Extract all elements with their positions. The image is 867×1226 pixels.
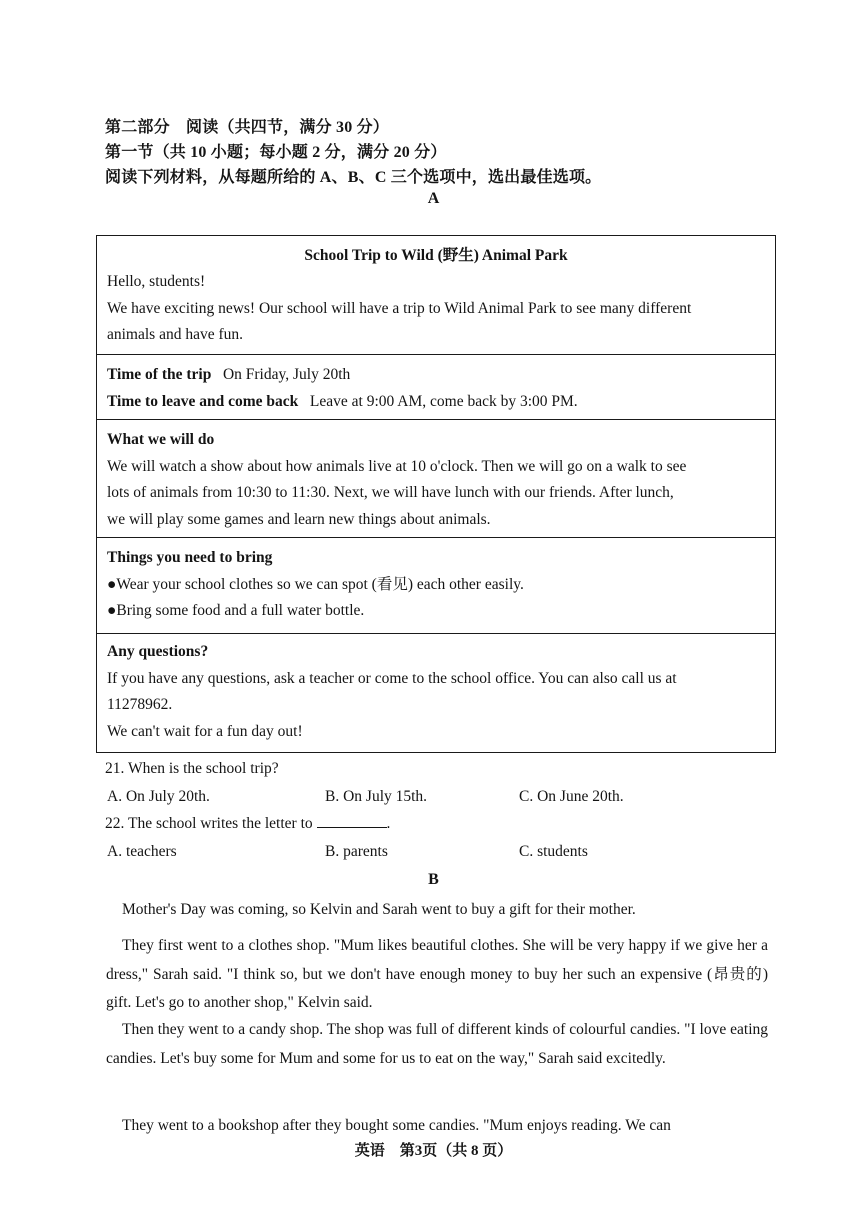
plan-line: lots of animals from 10:30 to 11:30. Next, we will have lunch with our friends. After lunch,	[107, 484, 674, 501]
plan-heading: What we will do	[107, 431, 215, 448]
question-22-stem-text: 22. The school writes the letter to	[105, 815, 313, 832]
notice-greeting: Hello, students!	[107, 273, 206, 290]
passage-b-paragraph-text: Then they went to a candy shop. The shop was full of different kinds of colourful candies. "I love eating candies. Let's buy some for Mum and some for us to eat on the way," Sarah said excitedly.	[106, 1021, 768, 1067]
notice-box	[96, 235, 776, 753]
passage-b-label: B	[428, 871, 439, 888]
notice-intro-section	[97, 236, 775, 354]
passage-a-label: A	[427, 190, 440, 207]
passage-b-paragraph-text: Mother's Day was coming, so Kelvin and Sarah went to buy a gift for their mother.	[122, 901, 636, 918]
question-21-option-a: A. On July 20th.	[107, 788, 210, 805]
leave-label: Time to leave and come back	[107, 392, 299, 410]
question-21-stem: 21. When is the school trip?	[105, 760, 279, 777]
notice-time-section	[97, 354, 775, 419]
question-22-stem-end: .	[386, 815, 391, 832]
question-22-option-b: B. parents	[325, 843, 388, 860]
plan-line: We will watch a show about how animals live at 10 o'clock. Then we will go on a walk to see	[107, 457, 687, 475]
plan-line: we will play some games and learn new things about animals.	[107, 510, 491, 528]
passage-b-paragraph	[106, 896, 768, 925]
questions-line: If you have any questions, ask a teacher or come to the school office. You can also call us at	[107, 669, 677, 687]
time-value: On Friday, July 20th	[222, 366, 351, 383]
question-21-option-b: B. On July 15th.	[325, 788, 428, 805]
instruction-text: 阅读下列材料，从每题所给的 A、B、C 三个选项中，选出最佳选项。	[105, 169, 602, 186]
time-label: Time of the trip	[107, 366, 212, 383]
passage-b-paragraph	[106, 1112, 768, 1141]
passage-b-paragraph-text: They went to a bookshop after they bought some candies. "Mum enjoys reading. We can	[122, 1117, 671, 1134]
answer-blank	[317, 813, 387, 828]
notice-questions-section	[97, 633, 775, 751]
page-footer: 英语 第3页（共 8 页）	[354, 1143, 513, 1159]
question-21-option-c: C. On June 20th.	[519, 788, 624, 805]
questions-line: We can't wait for a fun day out!	[107, 722, 303, 740]
bring-item: ●Bring some food and a full water bottle.	[107, 602, 365, 619]
questions-line: 11278962.	[107, 696, 173, 713]
notice-intro-line: We have exciting news! Our school will have a trip to Wild Animal Park to see many different	[107, 299, 692, 317]
passage-b-paragraph	[106, 932, 768, 1018]
leave-value: Leave at 9:00 AM, come back by 3:00 PM.	[309, 392, 578, 410]
passage-b-paragraph-text: They first went to a clothes shop. "Mum likes beautiful clothes. She will be very happy if we give her a dress," Sarah said. "I think so, but we don't have enough money to buy her such an expensive (昂贵的) gift. Let's go to another shop," Kelvin said.	[106, 937, 768, 1011]
question-22-option-c: C. students	[519, 843, 588, 860]
notice-plan-section	[97, 419, 775, 537]
notice-title: School Trip to Wild (野生) Animal Park	[304, 247, 568, 264]
questions-heading: Any questions?	[107, 643, 209, 660]
section-heading: 第一节（共 10 小题；每小题 2 分，满分 20 分）	[105, 144, 447, 161]
bring-item: ●Wear your school clothes so we can spot (看见) each other easily.	[107, 575, 524, 593]
question-22-option-a: A. teachers	[107, 843, 177, 860]
passage-b-paragraph	[106, 1016, 768, 1073]
notice-intro-line: animals and have fun.	[107, 326, 244, 343]
part-heading: 第二部分 阅读（共四节，满分 30 分）	[105, 119, 390, 136]
question-22-stem	[105, 813, 390, 835]
notice-bring-section	[97, 537, 775, 633]
bring-heading: Things you need to bring	[107, 549, 273, 566]
